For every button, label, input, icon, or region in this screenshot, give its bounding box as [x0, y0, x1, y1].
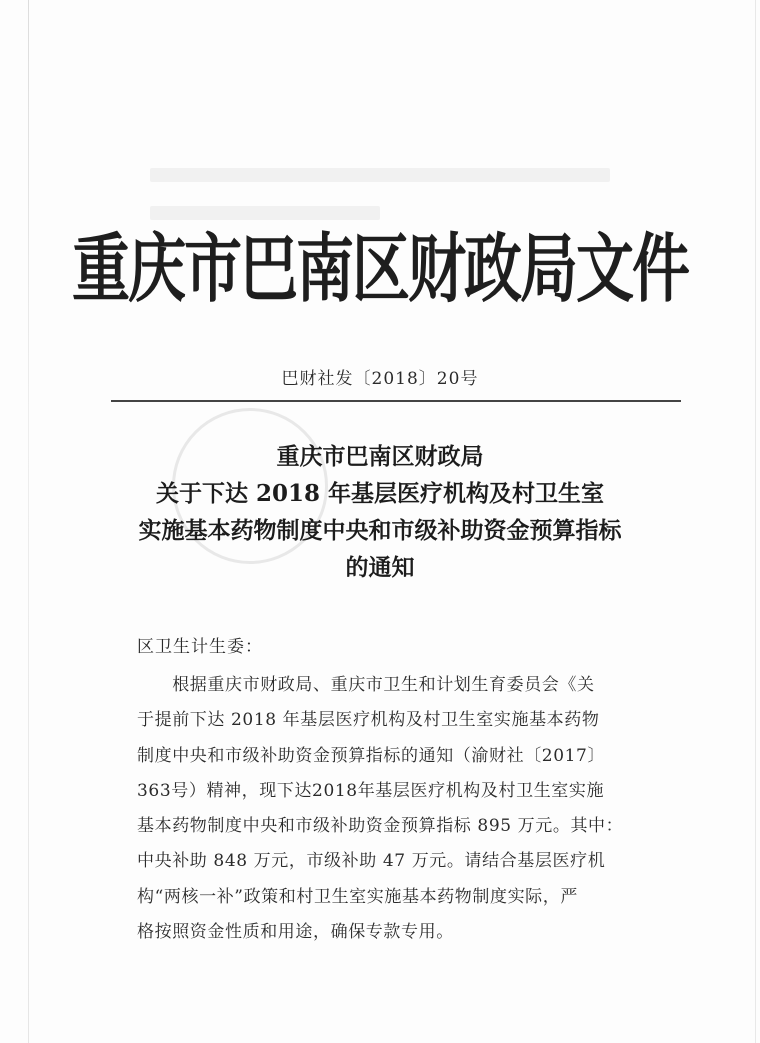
body-line: 根据重庆市财政局、重庆市卫生和计划生育委员会《关: [137, 675, 595, 695]
salutation: 区卫生计生委：: [137, 637, 263, 657]
body-paragraph: [137, 668, 697, 950]
title-line: 关于下达 2018 年基层医疗机构及村卫生室: [155, 480, 605, 507]
body-line: 于提前下达 2018 年基层医疗机构及村卫生室实施基本药物: [137, 710, 600, 731]
body-line: 基本药物制度中央和市级补助资金预算指标 895 万元。其中：: [137, 816, 624, 837]
body-line: 中央补助 848 万元，市级补助 47 万元。请结合基层医疗机: [137, 851, 606, 872]
body-line: 制度中央和市级补助资金预算指标的通知（渝财社〔2017〕: [137, 745, 606, 766]
document-title: [0, 438, 760, 586]
body-line: 格按照资金性质和用途，确保专款专用。: [137, 922, 454, 943]
bleed-through-line: [150, 168, 610, 182]
title-line: 重庆市巴南区财政局: [276, 443, 484, 470]
title-line: 的通知: [345, 554, 415, 581]
title-line: 实施基本药物制度中央和市级补助资金预算指标: [138, 517, 622, 544]
document-number: 巴财社发〔2018〕20号: [281, 369, 479, 389]
body-line: 363号）精神，现下达2018年基层医疗机构及村卫生室实施: [137, 780, 605, 801]
bleed-through-line: [150, 206, 380, 220]
document-masthead: 重庆市巴南区财政局文件: [71, 225, 688, 313]
header-divider-rule: [111, 400, 681, 402]
body-line: 构“两核一补”政策和村卫生室实施基本药物制度实际，严: [137, 886, 578, 907]
